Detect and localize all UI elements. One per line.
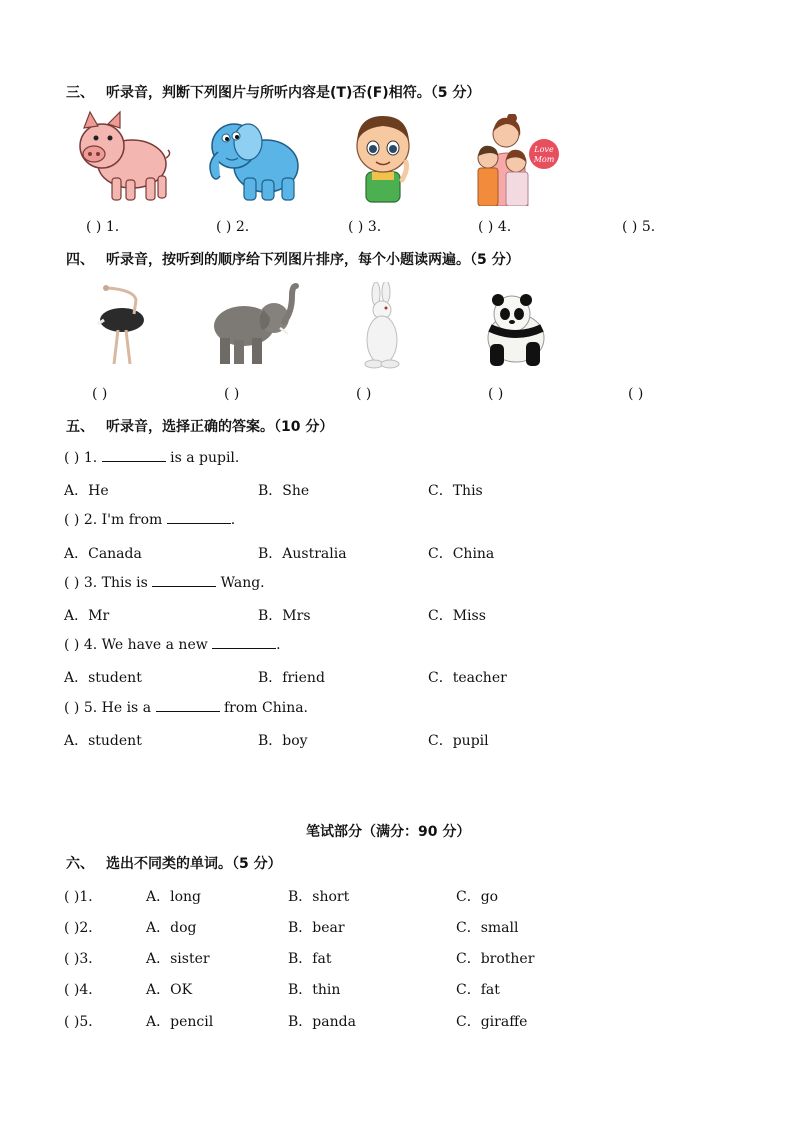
- s5-q3-option-b[interactable]: B．Mrs: [258, 608, 311, 624]
- s5-q2-option-a[interactable]: A．Canada: [64, 546, 142, 562]
- s5-q1-post: is a pupil.: [170, 450, 240, 466]
- s5-q5-option-a[interactable]: A．student: [64, 733, 142, 749]
- s6-q5-num: 5．: [79, 1014, 103, 1030]
- s5-q4-option-c[interactable]: C．teacher: [428, 670, 507, 686]
- pig-icon: [74, 108, 172, 204]
- s6-q1-option-a[interactable]: A．long: [146, 889, 201, 905]
- s5-q4-post: .: [276, 637, 281, 653]
- s6-row-1: [64, 886, 102, 906]
- s6-q3-option-a[interactable]: A．sister: [146, 951, 210, 967]
- s6-q2-paren[interactable]: ( ): [64, 920, 80, 936]
- s6-q2-option-a[interactable]: A．dog: [146, 920, 197, 936]
- s4-answer-1[interactable]: ( ): [92, 386, 108, 402]
- s5-question-2: [64, 511, 235, 528]
- section-5-instruction: 听录音，选择正确的答案。（10 分）: [106, 419, 334, 435]
- section-3-title: [66, 82, 480, 102]
- s6-q3-num: 3．: [79, 951, 103, 967]
- s5-q5-pre: 5. He is a: [83, 700, 152, 716]
- s6-q2-option-b[interactable]: B．bear: [288, 920, 345, 936]
- s5-q2-option-b[interactable]: B．Australia: [258, 546, 347, 562]
- section-4-title: [66, 249, 520, 269]
- s4-answer-2[interactable]: ( ): [224, 386, 240, 402]
- s6-q1-option-c[interactable]: C．go: [456, 889, 499, 905]
- s6-q5-paren[interactable]: ( ): [64, 1014, 80, 1030]
- section-3-instruction: 听录音，判断下列图片与所听内容是(T)否(F)相符。（5 分）: [106, 85, 481, 101]
- s5-q2-post: .: [230, 512, 236, 528]
- written-part-title: 笔试部分（满分：90 分）: [306, 824, 471, 840]
- mother-children-icon: [466, 114, 562, 206]
- s6-row-3: [64, 948, 102, 968]
- love-text: Love: [534, 145, 554, 154]
- s6-q1-num: 1．: [79, 889, 103, 905]
- elephant-icon: [208, 282, 300, 366]
- section-6-title: [66, 853, 282, 873]
- s3-answer-4[interactable]: ( ) 4.: [478, 219, 512, 235]
- s5-q3-blank[interactable]: [152, 574, 216, 587]
- s6-q5-option-b[interactable]: B．panda: [288, 1014, 356, 1030]
- s3-answer-2[interactable]: ( ) 2.: [216, 219, 250, 235]
- s4-answer-4[interactable]: ( ): [488, 386, 504, 402]
- s6-q4-option-c[interactable]: C．fat: [456, 982, 500, 998]
- s5-q1-option-a[interactable]: A．He: [64, 483, 109, 499]
- s5-question-3: [64, 574, 265, 591]
- s5-q5-option-b[interactable]: B．boy: [258, 733, 308, 749]
- s5-q2-paren[interactable]: ( ): [64, 512, 80, 528]
- s3-answer-1[interactable]: ( ) 1.: [86, 219, 120, 235]
- s5-q4-blank[interactable]: [212, 636, 276, 649]
- s5-q1-paren[interactable]: ( ): [64, 450, 80, 466]
- section-3-number: 三、: [66, 85, 94, 101]
- s6-q4-paren[interactable]: ( ): [64, 982, 80, 998]
- s5-q5-option-c[interactable]: C．pupil: [428, 733, 489, 749]
- s5-q3-option-a[interactable]: A．Mr: [64, 608, 110, 624]
- s6-q4-num: 4．: [79, 982, 103, 998]
- s5-q5-post: from China.: [223, 700, 309, 716]
- s4-answer-5[interactable]: ( ): [628, 386, 644, 402]
- s5-q3-pre: 3. This is: [83, 575, 148, 591]
- s6-row-2: [64, 917, 102, 937]
- s5-q5-blank[interactable]: [156, 699, 220, 712]
- section-6-instruction: 选出不同类的单词。（5 分）: [106, 856, 282, 872]
- s5-q3-post: Wang.: [220, 575, 265, 591]
- s6-row-4: [64, 979, 102, 999]
- s6-q5-option-a[interactable]: A．pencil: [146, 1014, 214, 1030]
- s6-q4-option-b[interactable]: B．thin: [288, 982, 341, 998]
- s5-q4-option-a[interactable]: A．student: [64, 670, 142, 686]
- s5-q1-option-c[interactable]: C．This: [428, 483, 483, 499]
- s5-q3-option-c[interactable]: C．Miss: [428, 608, 486, 624]
- section-6-number: 六、: [66, 856, 94, 872]
- s5-q2-option-c[interactable]: C．China: [428, 546, 495, 562]
- s6-q1-paren[interactable]: ( ): [64, 889, 80, 905]
- section-4-number: 四、: [66, 252, 94, 268]
- s6-q2-num: 2．: [79, 920, 103, 936]
- s4-answer-3[interactable]: ( ): [356, 386, 372, 402]
- s5-q4-paren[interactable]: ( ): [64, 637, 80, 653]
- elephant-cartoon-icon: [204, 112, 304, 204]
- s5-question-5: [64, 699, 308, 716]
- section-4-instruction: 听录音，按听到的顺序给下列图片排序，每个小题读两遍。（5 分）: [106, 252, 520, 268]
- s6-q2-option-c[interactable]: C．small: [456, 920, 519, 936]
- s5-q3-paren[interactable]: ( ): [64, 575, 80, 591]
- s5-q1-blank[interactable]: [102, 449, 166, 462]
- rabbit-icon: [360, 282, 406, 370]
- s6-q3-paren[interactable]: ( ): [64, 951, 80, 967]
- s5-question-4: [64, 636, 281, 653]
- s5-question-1: [64, 449, 239, 466]
- s5-q2-blank[interactable]: [167, 511, 231, 524]
- mom-text: Mom: [533, 155, 555, 164]
- ostrich-icon: [94, 284, 152, 366]
- boy-icon: [348, 110, 418, 206]
- section-5-number: 五、: [66, 419, 94, 435]
- s6-q1-option-b[interactable]: B．short: [288, 889, 350, 905]
- s5-q4-option-b[interactable]: B．friend: [258, 670, 325, 686]
- s6-q5-option-c[interactable]: C．giraffe: [456, 1014, 528, 1030]
- s5-q2-pre: 2. I'm from: [83, 512, 163, 528]
- panda-icon: [482, 288, 548, 368]
- s6-row-5: [64, 1011, 102, 1031]
- s6-q3-option-c[interactable]: C．brother: [456, 951, 535, 967]
- s6-q3-option-b[interactable]: B．fat: [288, 951, 332, 967]
- s5-q4-pre: 4. We have a new: [83, 637, 208, 653]
- section-5-title: [66, 416, 333, 436]
- s5-q5-paren[interactable]: ( ): [64, 700, 80, 716]
- s3-answer-3[interactable]: ( ) 3.: [348, 219, 382, 235]
- s5-q1-pre: 1.: [83, 450, 98, 466]
- s3-answer-5[interactable]: ( ) 5.: [622, 219, 656, 235]
- s6-q4-option-a[interactable]: A．OK: [146, 982, 193, 998]
- s5-q1-option-b[interactable]: B．She: [258, 483, 310, 499]
